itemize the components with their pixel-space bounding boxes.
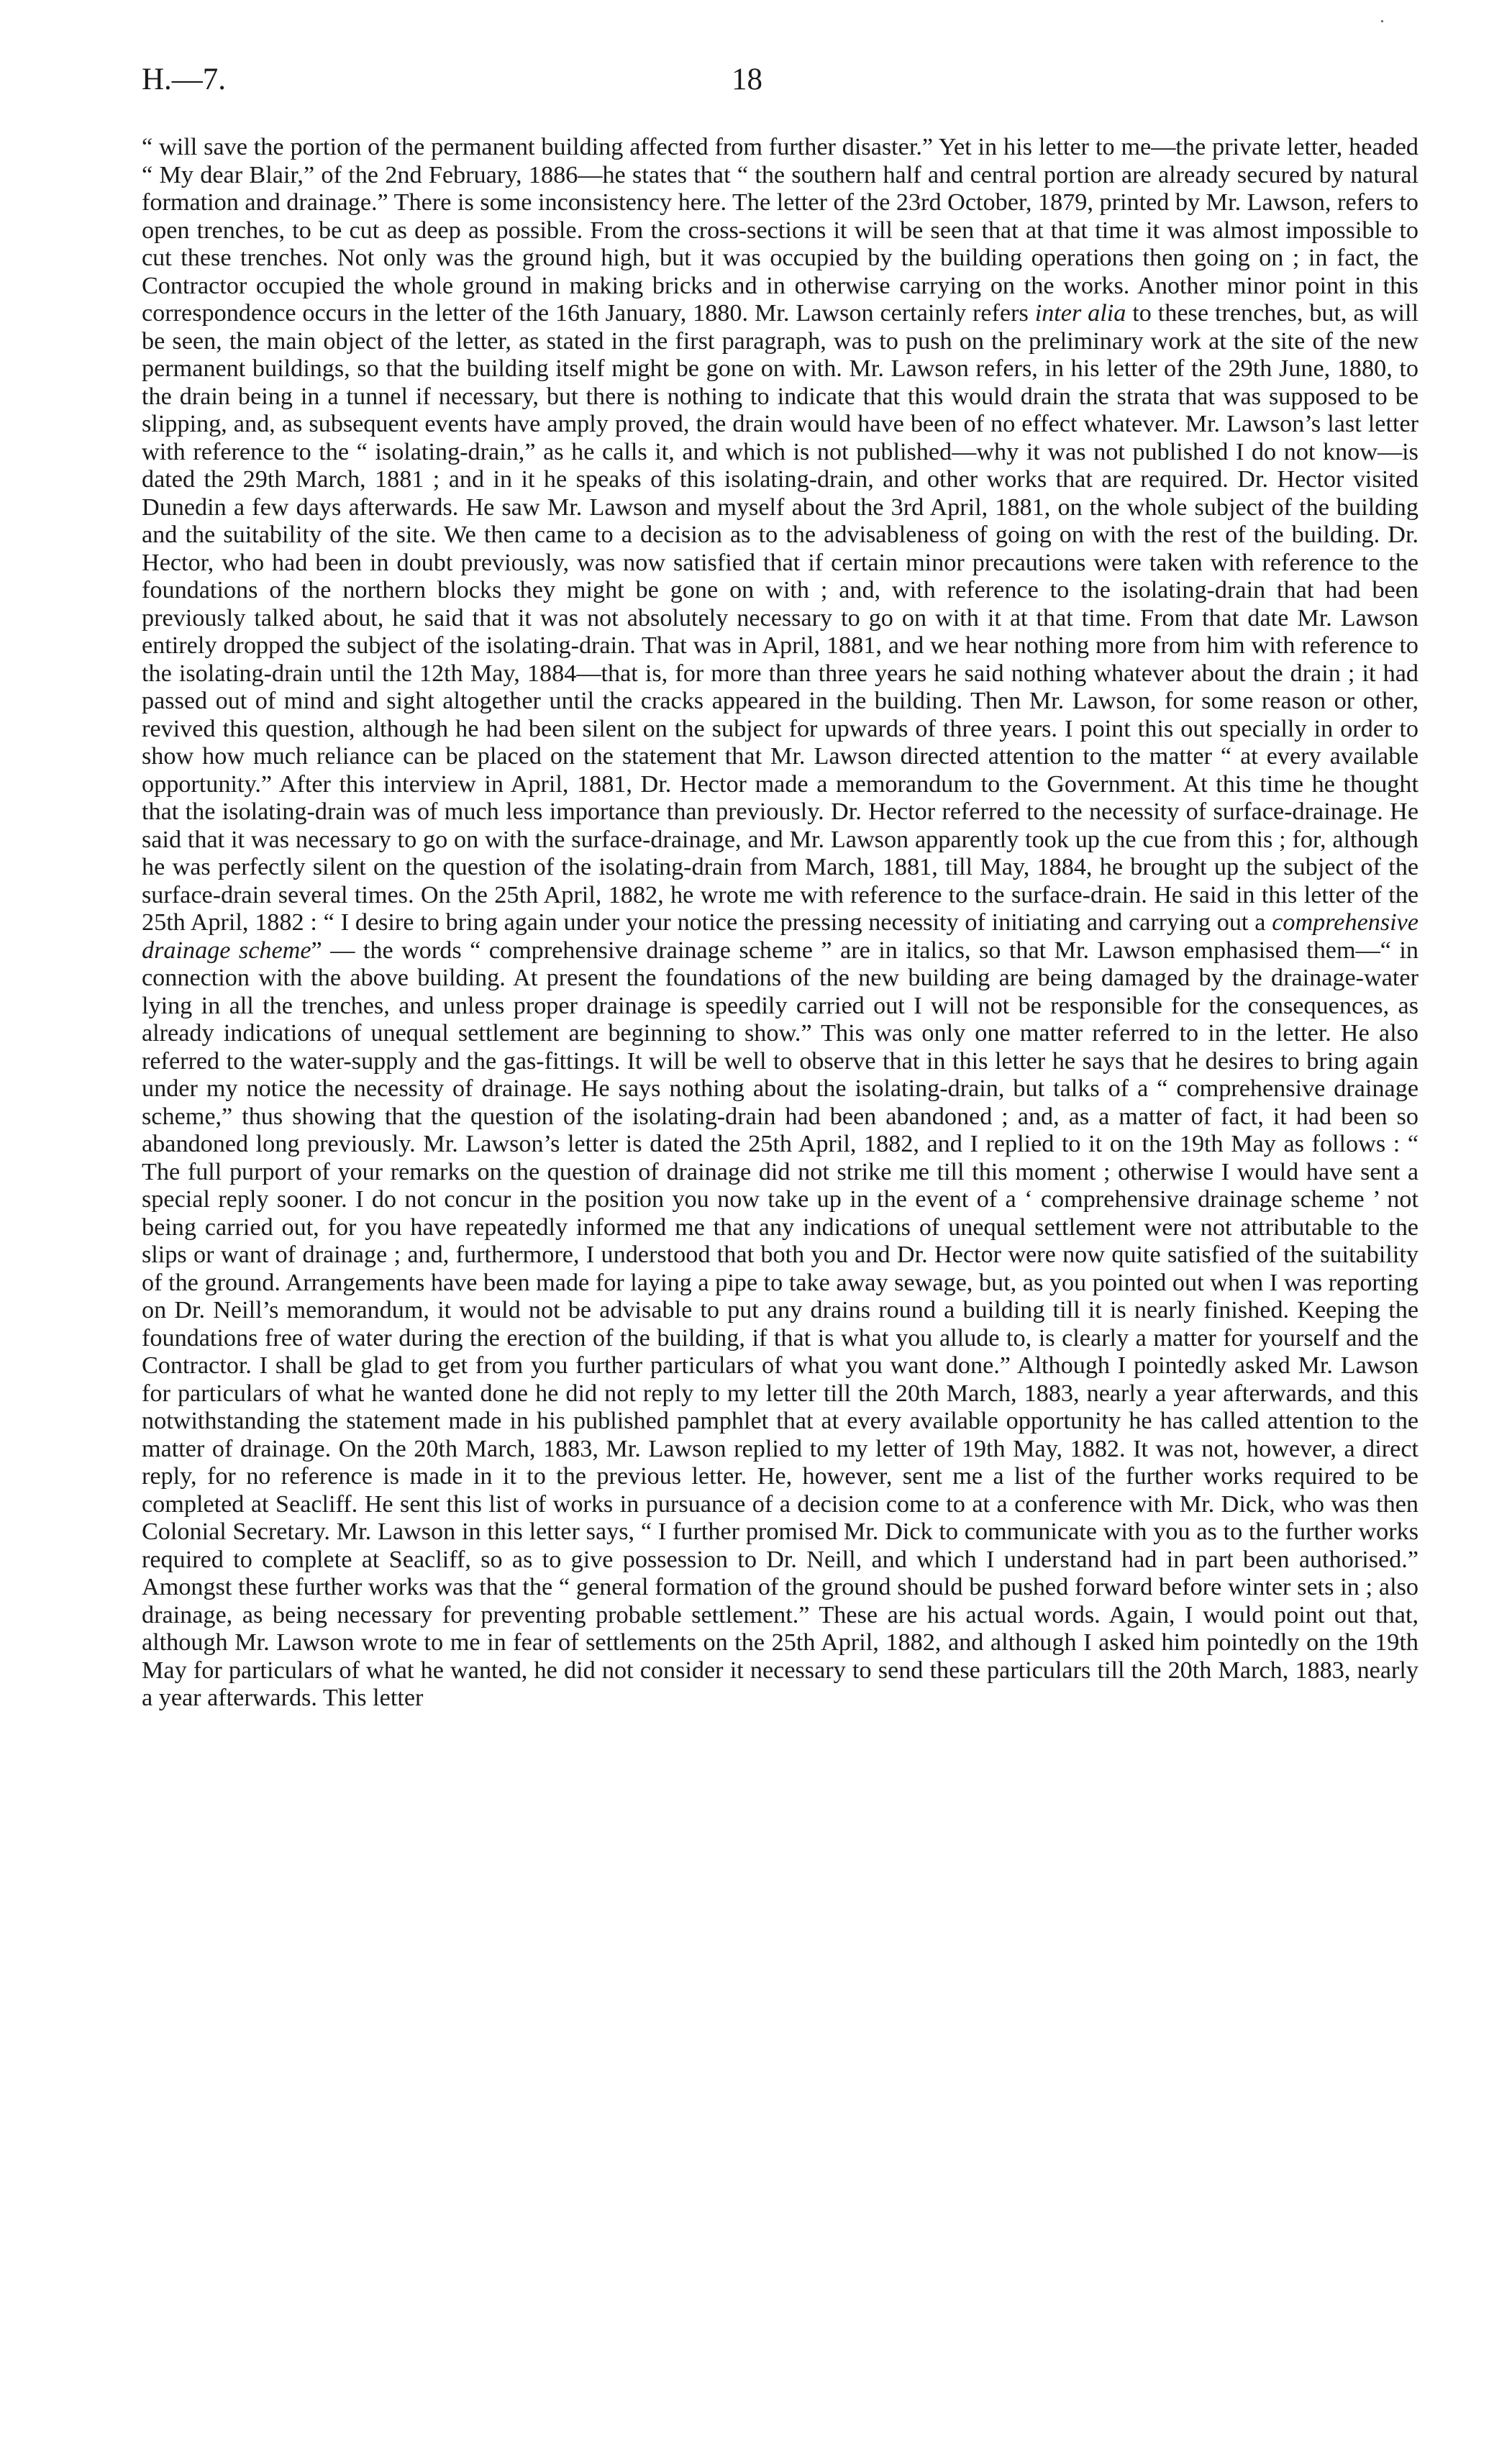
page-number: 18 [732,63,762,96]
margin-dot [1381,20,1383,22]
text-run: “ will save the portion of the permanent building affected from further disaster.” Yet in his letter to me—the private letter, headed “ My dear Blair,” of the 2nd February, 1886—he states that “ the southern half and central portion are already secured by natural formation and drainage.” There is some inconsistency here. The letter of the 23rd October, 1879, printed by Mr. Lawson, refers to open trenches, to be cut as deep as possible. From the cross-sections it will be seen that at that time it was almost impossible to cut these trenches. Not only was the ground high, but it was occupied by the building operations then going on ; in fact, the Contractor occupied the whole ground in making bricks and in otherwise carrying on the works. Another minor point in this correspondence occurs in the letter of the 16th January, 1880. Mr. Lawson certainly refers [142,134,1418,327]
text-run: ” — the words “ comprehensive drainage scheme ” are in italics, so that Mr. Lawson emphasised them—“ in connection with the above building. At present the foundations of the new building are being damaged by the drainage-water lying in all the trenches, and unless proper drainage is speedily carried out I will not be responsible for the consequences, as already indications of unequal settlement are beginning to show.” This was only one matter referred to in the letter. He also referred to the water-supply and the gas-fittings. It will be well to observe that in this letter he says that he desires to bring again under my notice the necessity of drainage. He says nothing about the isolating-drain, but talks of a “ comprehensive drainage scheme,” thus showing that the question of the isolating-drain had been abandoned ; and, as a matter of fact, it had been so abandoned long previously. Mr. Lawson’s letter is dated the 25th April, 1882, and I replied to it on the 19th May as follows : “ The full purport of your remarks on the question of drainage did not strike me till this moment ; otherwise I would have sent a special reply sooner. I do not concur in the position you now take up in the event of a ‘ comprehensive drainage scheme ’ not being carried out, for you have repeatedly informed me that any indications of unequal settlement were not attributable to the slips or want of drainage ; and, furthermore, I understood that both you and Dr. Hector were now quite satisfied of the suitability of the ground. Arrangements have been made for laying a pipe to take away sewage, but, as you pointed out when I was reporting on Dr. Neill’s memorandum, it would not be advisable to put any drains round a building till it is nearly finished. Keeping the foundations free of water during the erection of the building, if that is what you allude to, is clearly a matter for yourself and the Contractor. I shall be glad to get from you further particulars of what you want done.” Although I pointedly asked Mr. Lawson for particulars of what he wanted done he did not reply to my letter till the 20th March, 1883, nearly a year afterwards, and this notwithstanding the statement made in his published pamphlet that at every available opportunity he has called attention to the matter of drainage. On the 20th March, 1883, Mr. Lawson replied to my letter of 19th May, 1882. It was not, however, a direct reply, for no reference is made in it to the previous letter. He, however, sent me a list of the further works required to be completed at Seacliff. He sent this list of works in pursuance of a decision come to at a conference with Mr. Dick, who was then Colonial Secretary. Mr. Lawson in this letter says, “ I further promised Mr. Dick to communicate with you as to the further works required to complete at Seacliff, so as to give possession to Dr. Neill, and which I understand had in part been authorised.” Amongst these further works was that the “ general formation of the ground should be pushed forward before winter sets in ; also drainage, as being necessary for preventing probable settlement.” These are his actual words. Again, I would point out that, although Mr. Lawson wrote to me in fear of settlements on the 25th April, 1882, and although I asked him pointedly on the 19th May for particulars of what he wanted, he did not consider it necessary to send these particulars till the 20th March, 1883, nearly a year afterwards. This letter [142,937,1418,1711]
paragraph [142,134,1418,1713]
italic-phrase: comprehensive drainage scheme [142,909,1418,964]
text-run: to these trenches, but, as will be seen, the main object of the letter, as stated in the first paragraph, was to push on the preliminary work at the site of the new permanent buildings, so that the building itself might be gone on with. Mr. Lawson refers, in his letter of the 29th June, 1880, to the drain being in a tunnel if necessary, but there is nothing to indicate that this would drain the strata that was supposed to be slipping, and, as subsequent events have amply proved, the drain would have been of no effect whatever. Mr. Lawson’s last letter with reference to the “ isolating-drain,” as he calls it, and which is not published—why it was not published I do not know—is dated the 29th March, 1881 ; and in it he speaks of this isolating-drain, and other works that are required. Dr. Hector visited Dunedin a few days afterwards. He saw Mr. Lawson and myself about the 3rd April, 1881, on the whole subject of the building and the suitability of the site. We then came to a decision as to the advisableness of going on with the rest of the building. Dr. Hector, who had been in doubt previously, was now satisfied that if certain minor precautions were taken with reference to the foundations of the northern blocks they might be gone on with ; and, with reference to the isolating-drain that had been previously talked about, he said that it was not absolutely necessary to go on with it at that time. From that date Mr. Lawson entirely dropped the subject of the isolating-drain. That was in April, 1881, and we hear nothing more from him with reference to the isolating-drain until the 12th May, 1884—that is, for more than three years he said nothing whatever about the drain ; it had passed out of mind and sight altogether until the cracks appeared in the building. Then Mr. Lawson, for some reason or other, revived this question, although he had been silent on the subject for upwards of three years. I point this out specially in order to show how much reliance can be placed on the statement that Mr. Lawson directed attention to the matter “ at every available opportunity.” After this interview in April, 1881, Dr. Hector made a memorandum to the Government. At this time he thought that the isolating-drain was of much less importance than previously. Dr. Hector referred to the necessity of surface-drainage. He said that it was necessary to go on with the surface-drainage, and Mr. Lawson apparently took up the cue from this ; for, although he was perfectly silent on the question of the isolating-drain from March, 1881, till May, 1884, he brought up the subject of the surface-drain several times. On the 25th April, 1882, he wrote me with reference to the surface-drain. He said in this letter of the 25th April, 1882 : “ I desire to bring again under your notice the pressing necessity of initiating and carrying out a [142,300,1418,936]
page-header [142,62,1418,105]
italic-phrase: inter alia [1034,300,1126,327]
document-reference: H.—7. [142,63,227,96]
body-text [142,134,1418,2407]
